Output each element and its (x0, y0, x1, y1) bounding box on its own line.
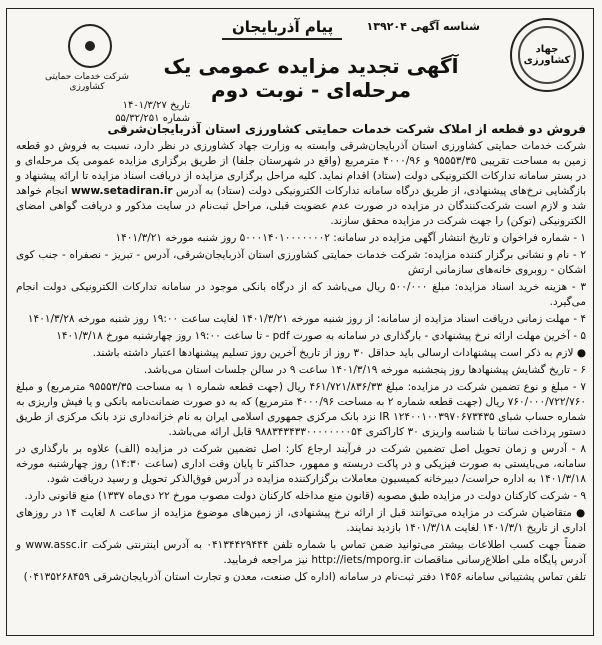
ad-number: شناسه آگهی ۱۳۹۲۰۴ (366, 20, 480, 33)
intro-heading: فروش دو قطعه از املاک شرکت خدمات حمایتی کشاورزی استان آذربایجان‌شرقی (107, 122, 586, 136)
gear-icon (85, 41, 95, 51)
ad-item: ۵ - آخرین مهلت ارائه نرخ پیشنهادی - بارگذاری در سامانه به صورت pdf - تا ساعت ۱۹:۰۰ روز چهارشنبه مورخ ۱۴۰۱/۳/۱۸ (56, 330, 586, 342)
setad-url[interactable]: www.setadiran.ir (71, 185, 173, 197)
ad-item: ضمناً جهت کسب اطلاعات بیشتر می‌توانید ضمن تماس با شماره تلفن ۰۴۱۳۴۴۲۹۴۴۴ به آدرس اینترنتی شرکت www.assc.ir و آدرس پایگاه ملی اطلاع‌رسانی مناقصات http://iets/mporg.ir نیز مراجعه فرمایید. (16, 539, 587, 566)
logo-text: جهاد کشاورزی (523, 44, 571, 66)
intro-text: شرکت خدمات حمایتی کشاورزی استان آذربایجان‌شرقی وابسته به وزارت جهاد کشاورزی در نظر دارد، نسبت به فروش دو قطعه زمین به مساحت تقریبی ۹۵۵۵۳/۳۵ و ۴۰۰۰/۹۶ مترمربع (واقع در شهرستان جلفا) از طریق برگزاری مزایده عمومی یک مرحله‌ای و در بستر سامانه تدارکات الکترونیکی دولت (ستاد) اقدام نماید. کلیه مراحل برگزاری مزایده از دریافت اسناد مزایده تا ارائه پیشنهاد و بازگشایی نرخ‌های پیشنهادی، از طریق درگاه سامانه تدارکات الکترونیکی دولت (ستاد) به آدرس (16, 140, 586, 197)
logo-ring (518, 26, 576, 84)
ad-items (16, 231, 586, 585)
ad-item: ۱ - شماره فراخوان و تاریخ انتشار آگهی مزایده در سامانه: ۵۰۰۰۱۴۰۱۰۰۰۰۰۰۰۲ روز شنبه مورخه ۱۴۰۱/۳/۲۱ (115, 232, 586, 244)
ad-item: ۲ - نام و نشانی برگزار کننده مزایده: شرکت خدمات حمایتی کشاورزی استان آذربایجان‌شرقی، آدرس - تبریز - نصفراه - جنب کوی اشکان - روبروی خانه‌های سازمانی ارتش (16, 249, 586, 276)
ad-item: ۴ - مهلت زمانی دریافت اسناد مزایده از سامانه: از روز شنبه مورخه ۱۴۰۱/۳/۲۱ لغایت ساعت ۱۹:۰۰ روز شنبه مورخه ۱۴۰۱/۳/۲۸ (27, 313, 586, 325)
ad-item: ● لازم به ذکر است پیشنهادات ارسالی باید حداقل ۳۰ روز از تاریخ آخرین روز تسلیم پیشنهادها اعتبار داشته باشند. (92, 347, 586, 359)
ad-item: ۳ - هزینه خرید اسناد مزایده: مبلغ ۵۰۰/۰۰۰ ریال می‌باشد که از درگاه بانکی موجود در سامانه تدارکات الکترونیکی دولت انجام می‌گیرد. (16, 281, 586, 308)
brand-underline (222, 38, 342, 40)
intro-tail: انجام خواهد شد و لازم است شرکت‌کنندگان در مزایده در صورت عدم عضویت قبلی، مراحل ثبت‌نام در سایت مذکور و دریافت گواهی امضای الکترونیکی (توکن) را جهت شرکت در مزایده محقق سازند. (16, 185, 586, 227)
ad-body (16, 122, 586, 633)
company-logo-caption: شرکت خدمات حمایتی کشاورزی (45, 72, 129, 92)
ad-date: تاریخ ۱۴۰۱/۳/۲۷ (122, 100, 190, 111)
company-gear-logo (68, 24, 112, 68)
ad-item: ۶ - تاریخ گشایش پیشنهادها روز پنجشنبه مورخه ۱۴۰۱/۳/۱۹ ساعت ۹ در سالن جلسات استان می‌باشد. (143, 364, 586, 376)
intro-paragraph (16, 139, 586, 229)
ad-item: ۷ - مبلغ و نوع تضمین شرکت در مزایده: مبلغ ۴۶۱/۷۲۱/۸۳۶/۳۳ ریال (جهت قطعه شماره ۱ به مساحت ۹۵۵۵۳/۳۵ مترمربع) و مبلغ ۷۶۰/۰۰۰/۷۲۲/۷۶۰ ریال (جهت قطعه شماره ۲ به مساحت ۴۰۰۰/۹۶ مترمربع) که به دو صورت ضمانت‌نامه بانکی و یا فیش واریزی به شماره حساب شبای IR ۱۲۴۰۰۱۰۰۳۹۷۰۶۷۳۴۳۵ نزد بانک مرکزی جمهوری اسلامی ایران به نام خزانه‌داری نزد بانک مرکزی از طریق دستور پرداخت ساتنا با شناسه واریزی ۳۰ کاراکتری ۹۸۸۳۴۳۴۳۳۰۰۰۰۰۰۰۰۵۴ قابل ارائه می‌باشد. (16, 381, 587, 438)
ad-item: ۸ - آدرس و زمان تحویل اصل تضمین شرکت در فرآیند ارجاع کار: اصل تضمین شرکت در مزایده (الف) علاوه بر بارگذاری در سامانه، می‌بایستی به صورت فیزیکی و در پاکت دربسته و ممهور، حداکثر تا پایان وقت اداری (ساعت ۱۴:۳۰) روز چهارشنبه مورخه ۱۴۰۱/۳/۱۸ به اداره حراست/ دبیرخانه کمیسیون معاملات برگزارکننده مزایده در آدرس فوق‌الذکر تحویل و رسید دریافت شود. (16, 443, 586, 485)
ad-item: ● متقاضیان شرکت در مزایده می‌توانند قبل از ارائه نرخ پیشنهادی، از زمین‌های موضوع مزایده از ساعت ۸ لغایت ۱۴ در روزهای اداری از تاریخ ۱۴۰۱/۳/۱ لغایت ۱۴۰۱/۳/۱۸ بازدید نمایند. (16, 507, 586, 534)
ad-item: تلفن تماس پشتیبانی سامانه ۱۴۵۶ دفتر ثبت‌نام در سامانه (اداره کل صنعت، معدن و تجارت استان آذربایجان‌شرقی ۰۴۱۳۵۲۶۸۴۵۹) (23, 571, 586, 583)
ad-item: ۹ - شرکت کارکنان دولت در مزایده طبق مصوبه (قانون منع مداخله کارکنان دولت مصوب مورخ ۲۲ دی‌ماه ۱۳۳۷) منع قانونی دارد. (24, 490, 586, 502)
ad-ref-number: شماره ۵۵/۳۲/۲۵۱ (115, 113, 190, 124)
ad-header (12, 12, 590, 124)
jahad-keshavarzi-logo (510, 18, 584, 92)
ad-title: آگهی تجدید مزایده عمومی یک مرحله‌ای - نوبت دوم (163, 54, 459, 102)
newspaper-brand: پیام آذربایجان (232, 18, 334, 36)
